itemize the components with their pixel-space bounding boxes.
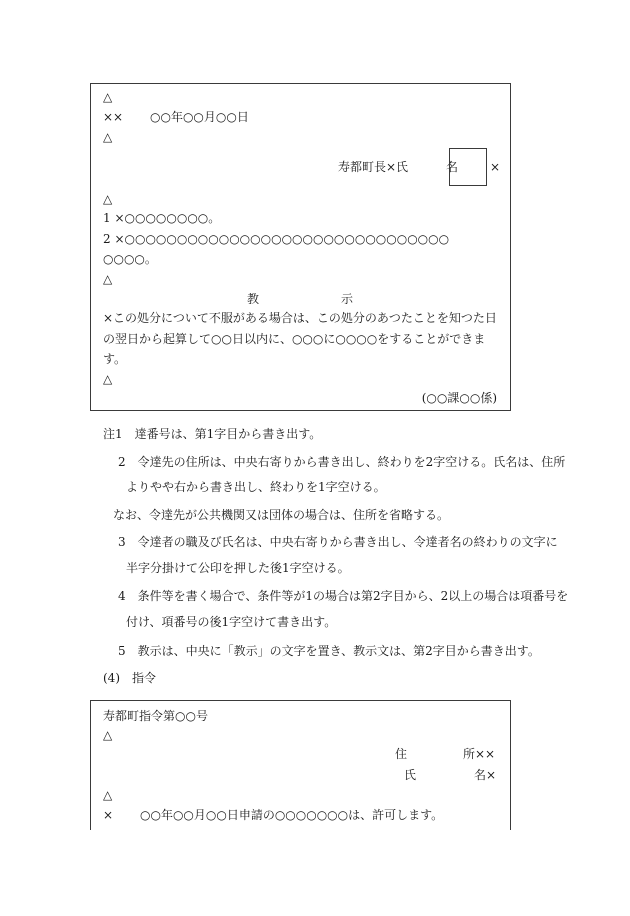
department-contact: (○○課○○係) [421, 391, 497, 405]
blank-line-mark: △ [103, 192, 113, 206]
note-line: 4 条件等を書く場合で、条件等が1の場合は第2字目から、2以上の場合は項番号を [118, 589, 569, 603]
address-label-char: 住 [395, 747, 408, 761]
name-label-char: 名× [474, 768, 497, 782]
kyouji-text-line: ×この処分について不服がある場合は、この処分のあつたことを知つた日 [103, 311, 497, 325]
condition-item-1: 1 ×○○○○○○○○。 [103, 211, 221, 225]
note-line: 3 令達者の職及び氏名は、中央右寄りから書き出し、令達者名の終わりの文字に [118, 535, 558, 549]
note-line: 2 令達先の住所は、中央右寄りから書き出し、終わりを2字空ける。氏名は、住所 [118, 455, 566, 469]
condition-item-2-continued: ○○○○。 [103, 252, 157, 266]
name-label-char: 氏 [404, 768, 417, 782]
note-line: なお、令達先が公共機関又は団体の場合は、住所を省略する。 [113, 508, 450, 522]
blank-line-mark: △ [103, 130, 113, 144]
blank-line-mark: △ [103, 788, 113, 802]
issuer-title: 寿都町長×氏 [338, 160, 409, 174]
blank-line-mark: △ [103, 90, 113, 104]
body-indent-mark: × [103, 808, 114, 822]
note-line: 注1 達番号は、第1字目から書き出す。 [103, 427, 322, 441]
kyouji-text-line: の翌日から起算して○○日以内に、○○○に○○○○をすることができま [103, 332, 486, 346]
directive-body: ○○年○○月○○日申請の○○○○○○○は、許可します。 [140, 808, 444, 822]
kyouji-text-line: す。 [103, 352, 127, 366]
address-label-char: 所×× [463, 747, 496, 761]
note-line: 半字分掛けて公印を押した後1字空ける。 [126, 561, 350, 575]
blank-line-mark: △ [103, 272, 113, 286]
issuer-name-last-char: 名 [446, 160, 459, 174]
kyouji-heading-char: 示 [341, 292, 354, 306]
condition-item-2: 2 ×○○○○○○○○○○○○○○○○○○○○○○○○○○○○○○○ [103, 232, 450, 246]
section-heading: (4) 指令 [103, 671, 156, 685]
note-line: 5 教示は、中央に「教示」の文字を置き、教示文は、第2字目から書き出す。 [118, 644, 540, 658]
blank-line-mark: △ [103, 372, 113, 386]
blank-line-mark: △ [103, 728, 113, 742]
date-indent-mark: ×× [103, 110, 124, 124]
notice-date: ○○年○○月○○日 [150, 110, 249, 124]
note-line: 付け、項番号の後1字空けて書き出す。 [126, 615, 337, 629]
directive-number: 寿都町指令第○○号 [103, 709, 208, 723]
note-line: よりやや右から書き出し、終わりを1字空ける。 [126, 480, 386, 494]
kyouji-heading-char: 教 [247, 292, 260, 306]
official-seal-box [449, 148, 487, 186]
notice-frame [90, 83, 511, 411]
issuer-trailing-mark: × [490, 160, 501, 174]
